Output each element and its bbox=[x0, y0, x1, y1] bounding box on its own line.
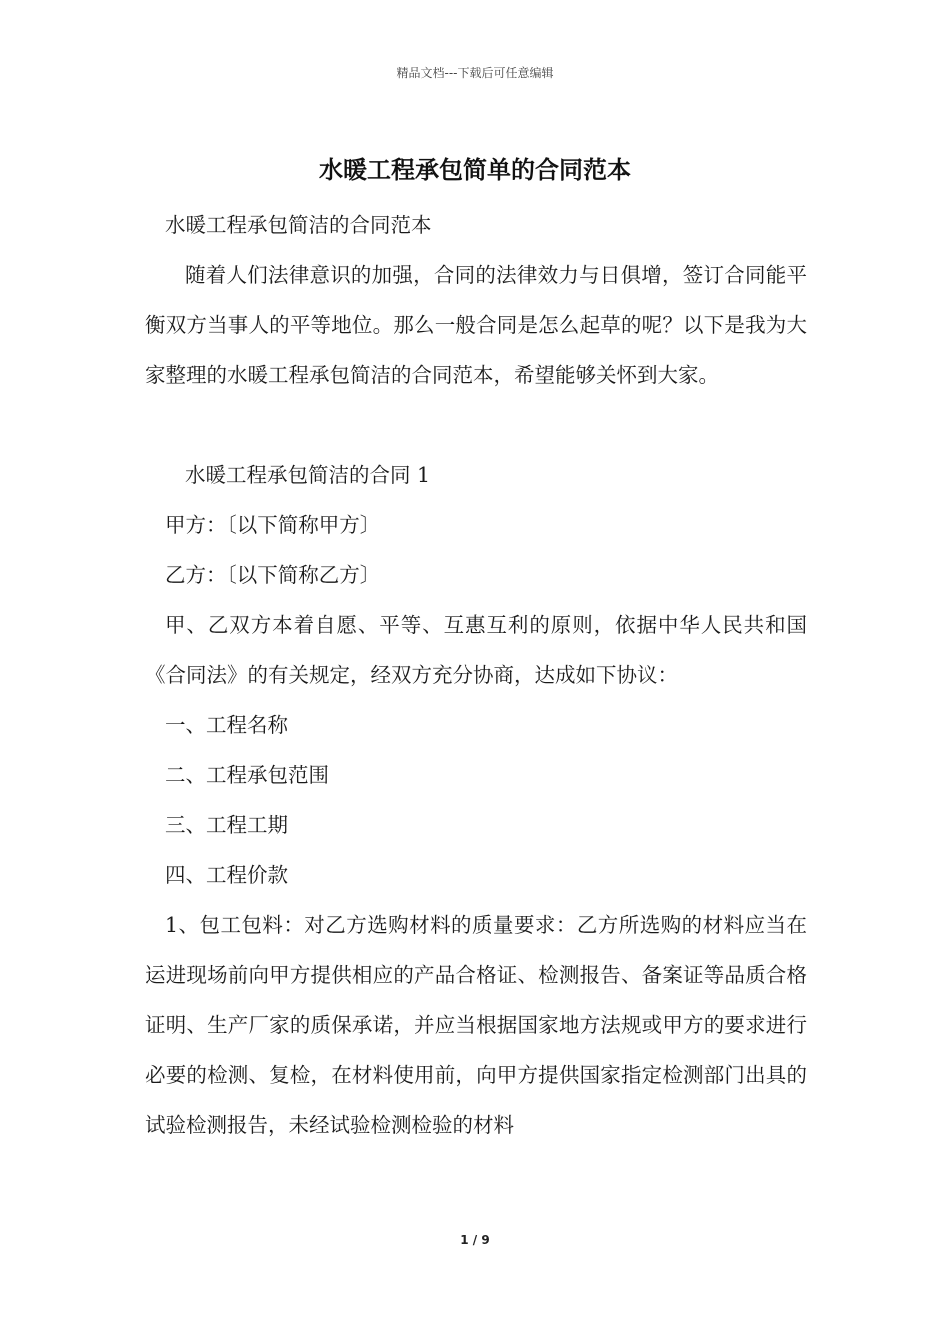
party-b-line: 乙方：〔以下简称乙方〕 bbox=[165, 563, 381, 587]
document-title: 水暖工程承包简单的合同范本 bbox=[319, 156, 631, 184]
intro-paragraph: 随着人们法律意识的加强，合同的法律效力与日俱增，签订合同能平衡双方当事人的平等地位。那么一般合同是怎么起草的呢？以下是我为大家整理的水暖工程承包简洁的合同范本，希望能够关怀到大家。 bbox=[145, 263, 807, 387]
page-number: 1 / 9 bbox=[460, 1233, 490, 1247]
materials-clause: 1、包工包料：对乙方选购材料的质量要求：乙方所选购的材料应当在运进现场前向甲方提供相应的产品合格证、检测报告、备案证等品质合格证明、生产厂家的质保承诺，并应当根据国家地方法规或甲方的要求进行必要的检测、复检，在材料使用前，向甲方提供国家指定检测部门出具的试验检测报告，未经试验检测检验的材料 bbox=[145, 913, 807, 1137]
section-4-heading: 四、工程价款 bbox=[165, 863, 288, 887]
party-a-line: 甲方：〔以下简称甲方〕 bbox=[165, 513, 381, 537]
section-3-heading: 三、工程工期 bbox=[165, 813, 288, 837]
agreement-paragraph: 甲、乙双方本着自愿、平等、互惠互利的原则，依据中华人民共和国《合同法》的有关规定，经双方充分协商，达成如下协议： bbox=[145, 613, 807, 687]
section-2-heading: 二、工程承包范围 bbox=[165, 763, 329, 787]
page-header: 精品文档---下载后可任意编辑 bbox=[396, 66, 554, 80]
contract-heading: 水暖工程承包简洁的合同 1 bbox=[185, 463, 431, 487]
section-1-heading: 一、工程名称 bbox=[165, 713, 288, 737]
paragraph-gap bbox=[145, 400, 807, 450]
subtitle-paragraph: 水暖工程承包简洁的合同范本 bbox=[165, 213, 432, 237]
document-body bbox=[145, 200, 807, 1150]
